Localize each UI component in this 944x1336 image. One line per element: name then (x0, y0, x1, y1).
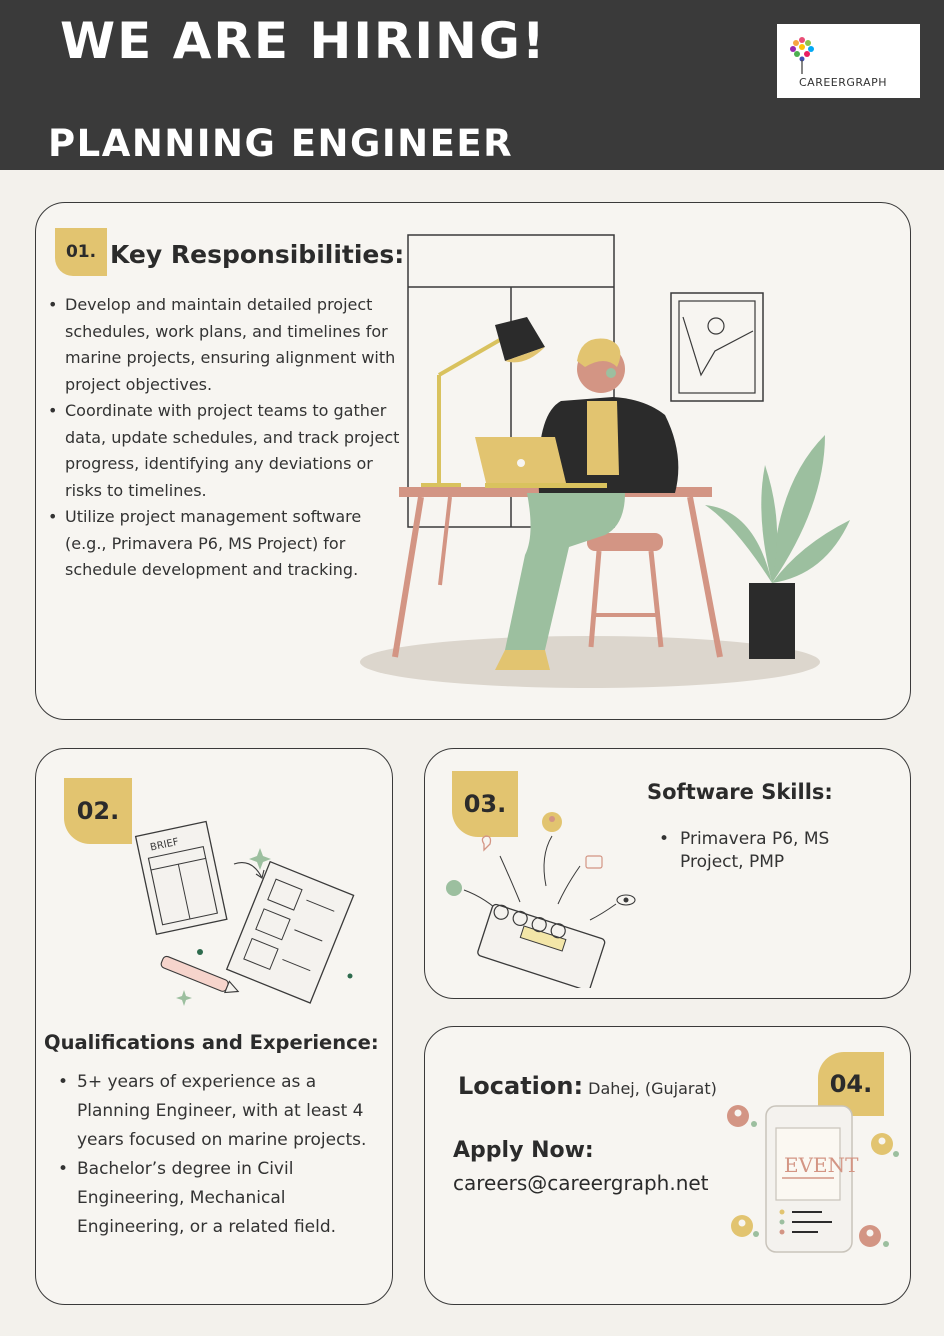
list-item: • Utilize project management software (e.g., Primavera P6, MS Project) for schedule development and tracking. (45, 504, 400, 584)
location-line (458, 1072, 717, 1100)
job-title: PLANNING ENGINEER (48, 122, 514, 165)
list-item: • Coordinate with project teams to gather data, update schedules, and track project progress, identifying any deviations or risks to timelines. (45, 398, 400, 504)
logo-wordmark: CAREERGRAPH (799, 76, 888, 89)
section-number-01: 01. (55, 228, 107, 276)
brief-label: BRIEF (149, 836, 180, 854)
event-label: EVENT (784, 1153, 859, 1177)
software-heading: Software Skills: (647, 780, 833, 804)
apply-heading: Apply Now: (453, 1138, 594, 1163)
responsibilities-list (45, 292, 400, 584)
qualifications-heading: Qualifications and Experience: (44, 1031, 379, 1054)
section-number-04: 04. (818, 1052, 884, 1116)
event-phone-illustration (722, 1100, 908, 1258)
location-value: Dahej, (Gujarat) (588, 1079, 717, 1098)
documents-illustration (130, 812, 375, 1012)
software-list (657, 828, 887, 874)
list-item: • Develop and maintain detailed project schedules, work plans, and timelines for marine projects, ensuring alignment with project objectives. (45, 292, 400, 398)
location-label: Location: (458, 1072, 584, 1100)
list-item: • 5+ years of experience as a Planning Engineer, with at least 4 years focused on marine projects. (55, 1068, 375, 1155)
notebook-illustration (440, 808, 640, 988)
office-illustration (355, 225, 855, 695)
list-item: • Bachelor’s degree in Civil Engineering, Mechanical Engineering, or a related field. (55, 1155, 375, 1242)
headline: WE ARE HIRING! (60, 12, 547, 70)
apply-email-link[interactable]: careers@careergraph.net (453, 1171, 709, 1195)
qualifications-list (55, 1068, 375, 1242)
company-logo (777, 24, 920, 98)
section-number-02: 02. (64, 778, 132, 844)
section-number-03: 03. (452, 771, 518, 837)
list-item: • Primavera P6, MS Project, PMP (657, 828, 887, 874)
responsibilities-heading: Key Responsibilities: (110, 240, 405, 269)
logo-flower-icon (785, 32, 819, 76)
